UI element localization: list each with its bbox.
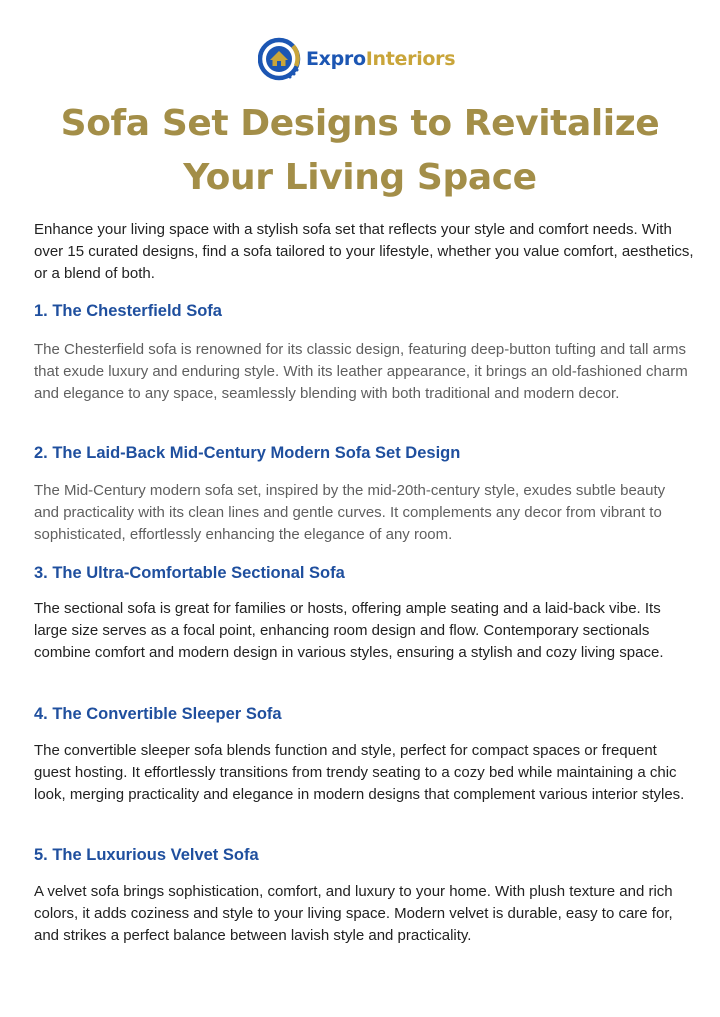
section-3-heading: 3. The Ultra-Comfortable Sectional Sofa [34, 564, 345, 582]
section-4-heading: 4. The Convertible Sleeper Sofa [34, 705, 282, 723]
section-2-heading: 2. The Laid-Back Mid-Century Modern Sofa Set Design [34, 444, 461, 462]
section-3-body: The sectional sofa is great for families or hosts, offering ample seating and a laid-back vibe. Its large size serves as a focal point, enhancing room design and flow. Contemporary sectionals combine comfort and modern design in various styles, ensuring a stylish and cozy living space. [34, 600, 664, 662]
brand-name [306, 36, 455, 82]
section-5-heading: 5. The Luxurious Velvet Sofa [34, 846, 259, 864]
section-2-body: The Mid-Century modern sofa set, inspired by the mid-20th-century style, exudes subtle beauty and practicality with its clean lines and gentle curves. It complements any decor from vibrant to sophisticated, effortlessly enhancing the elegance of any room. [34, 482, 666, 544]
brand-name-part2: Interiors [365, 48, 456, 70]
intro-paragraph: Enhance your living space with a stylish sofa set that reflects your style and comfort needs. With over 15 curated designs, find a sofa tailored to your lifestyle, whether you value comfort, aesthetics, or a blend of both. [34, 221, 694, 283]
brand-name-part1: Expro [306, 48, 366, 70]
section-1-heading: 1. The Chesterfield Sofa [34, 302, 222, 320]
brand-logo [258, 36, 455, 82]
section-5-body: A velvet sofa brings sophistication, comfort, and luxury to your home. With plush texture and rich colors, it adds coziness and style to your living space. Modern velvet is durable, easy to care for, and strikes a perfect balance between lavish style and practicality. [34, 883, 673, 945]
section-4-body: The convertible sleeper sofa blends function and style, perfect for compact spaces or frequent guest hosting. It effortlessly transitions from trendy seating to a cozy bed while maintaining a chic look, merging practicality and elegance in modern designs that complement various interior styles. [34, 742, 685, 804]
section-1-body: The Chesterfield sofa is renowned for its classic design, featuring deep-button tufting and tall arms that exude luxury and enduring style. With its leather appearance, it brings an old-fashioned charm and elegance to any space, seamlessly blending with both traditional and modern decor. [34, 341, 688, 403]
house-globe-logo-icon [258, 36, 302, 82]
page-title: Sofa Set Designs to Revitalize Your Living Space [60, 103, 660, 198]
